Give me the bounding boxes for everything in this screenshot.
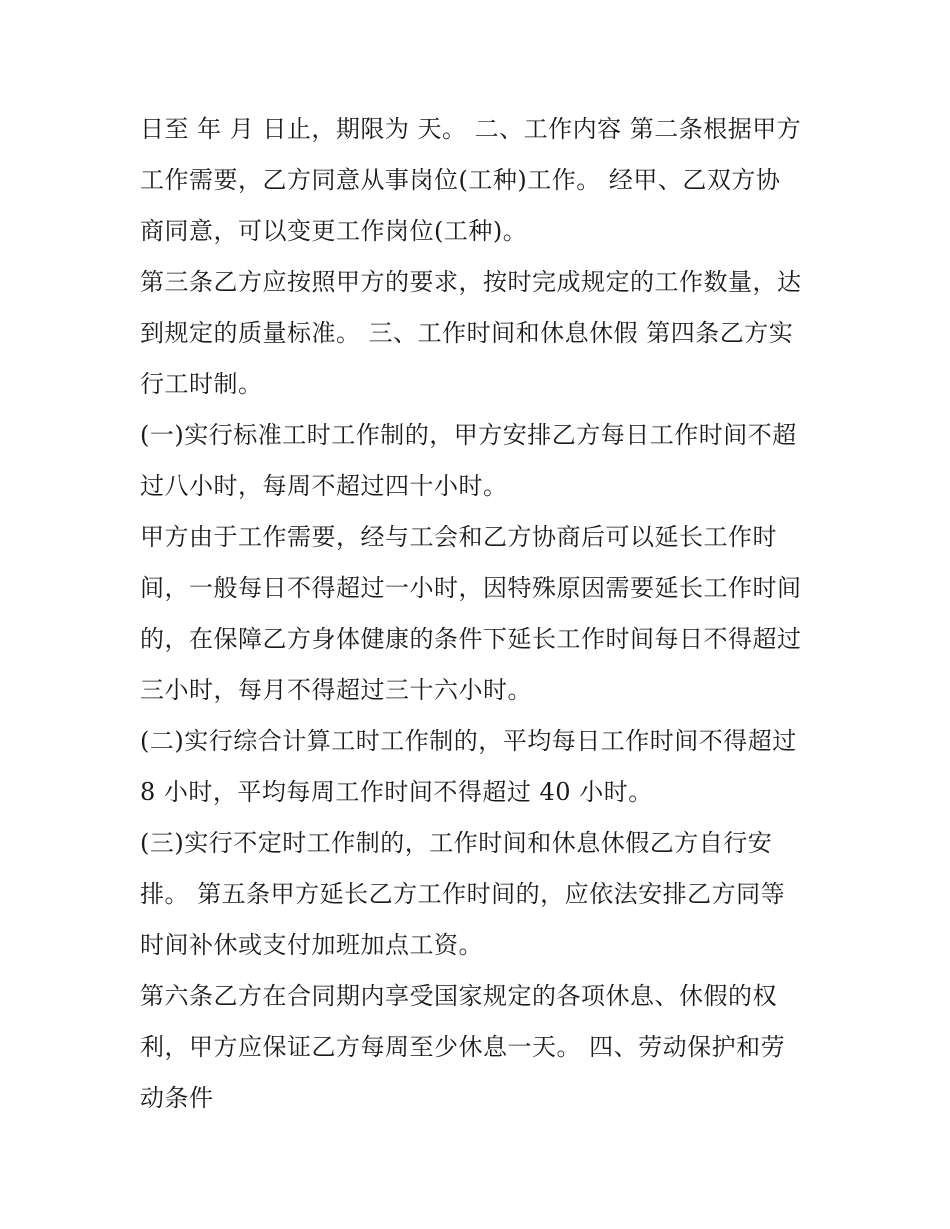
text-line: (三)实行不定时工作制的，工作时间和休息休假乙方自行安: [140, 829, 773, 857]
document-body: [140, 104, 820, 1124]
text-line: 时间补休或支付加班加点工资。: [140, 931, 483, 959]
text-line: 排。 第五条甲方延长乙方工作时间的，应依法安排乙方同等: [140, 880, 786, 908]
text-line: 动条件: [140, 1084, 214, 1112]
text-line: 到规定的质量标准。 三、工作时间和休息休假 第四条乙方实: [140, 319, 794, 347]
text-line: 的，在保障乙方身体健康的条件下延长工作时间每日不得超过: [140, 625, 802, 653]
text-line: 第三条乙方应按照甲方的要求，按时完成规定的工作数量，达: [140, 268, 802, 296]
text-line: 间，一般每日不得超过一小时，因特殊原因需要延长工作时间: [140, 574, 802, 602]
text-line: 日至 年 月 日止，期限为 天。 二、工作内容 第二条根据甲方: [140, 115, 802, 143]
text-line: (一)实行标准工时工作制的，甲方安排乙方每日工作时间不超: [140, 421, 797, 449]
text-line: 利，甲方应保证乙方每周至少休息一天。 四、劳动保护和劳: [140, 1033, 786, 1061]
text-line: 甲方由于工作需要，经与工会和乙方协商后可以延长工作时: [140, 523, 777, 551]
text-line: 三小时，每月不得超过三十六小时。: [140, 676, 532, 704]
text-line: 工作需要，乙方同意从事岗位(工种)工作。 经甲、乙双方协: [140, 166, 781, 194]
text-line: 第六条乙方在合同期内享受国家规定的各项休息、休假的权: [140, 982, 777, 1010]
text-line: 行工时制。: [140, 370, 263, 398]
text-line: 8 小时，平均每周工作时间不得超过 40 小时。: [140, 778, 653, 806]
text-line: 过八小时，每周不超过四十小时。: [140, 472, 508, 500]
text-line: (二)实行综合计算工时工作制的，平均每日工作时间不得超过: [140, 727, 797, 755]
text-line: 商同意，可以变更工作岗位(工种)。: [140, 217, 528, 245]
